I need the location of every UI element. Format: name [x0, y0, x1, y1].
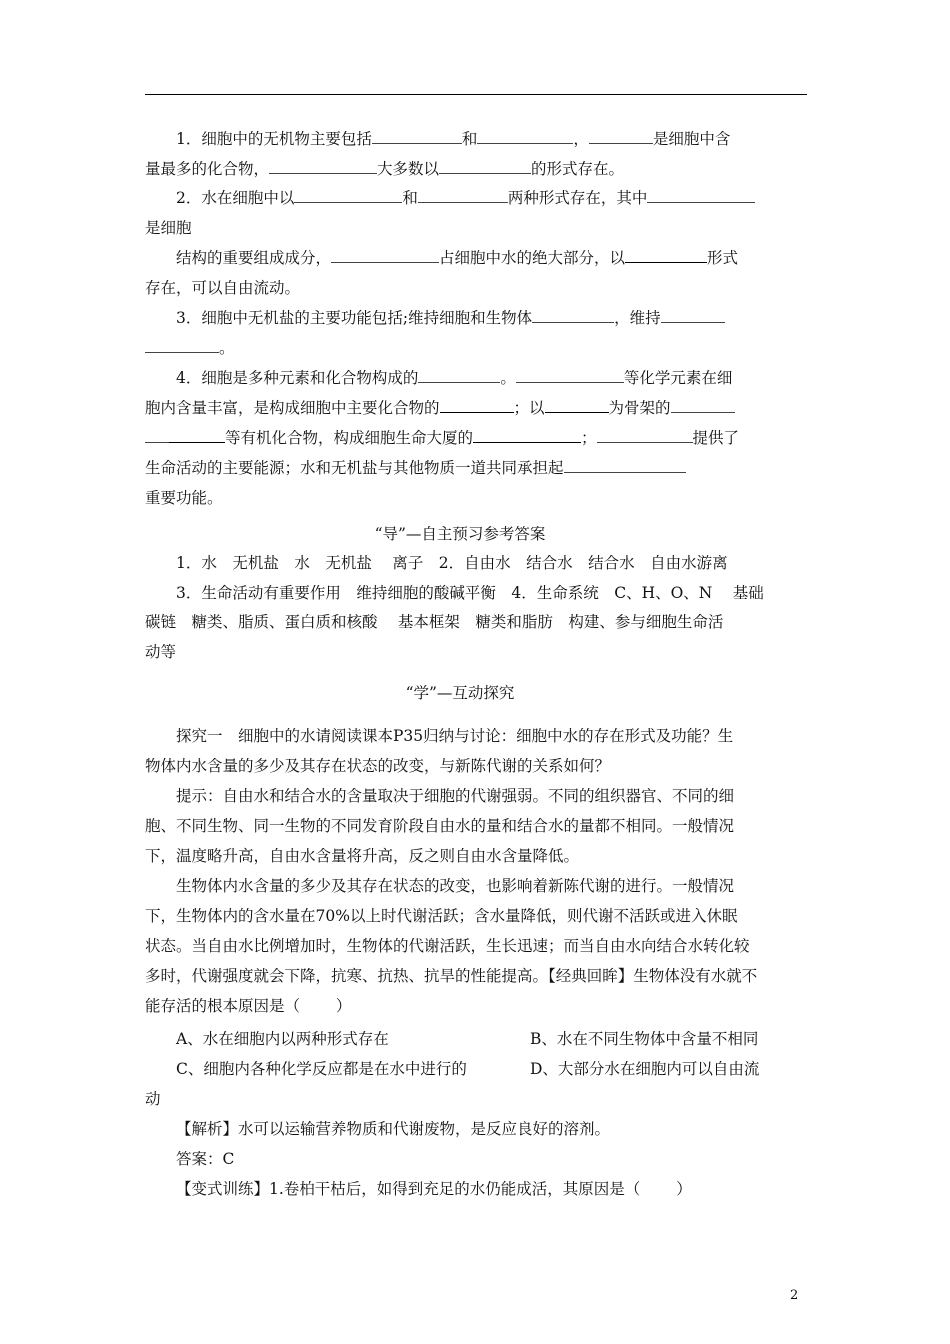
- blank: [532, 306, 614, 323]
- blank: [477, 127, 573, 144]
- answers-line4: 动等: [145, 643, 177, 661]
- blank: [625, 246, 707, 263]
- q4-line4: 生命活动的主要能源；水和无机盐与其他物质一道共同承担起: [145, 453, 775, 483]
- answers-line2: 3．生命活动有重要作用 维持细胞的酸碱平衡 4．生命系统 C、H、O、N 基础: [176, 584, 764, 602]
- option-b: B、水在不同生物体中含量不相同: [530, 1030, 759, 1048]
- q2-line2: 是细胞: [145, 219, 192, 237]
- blank: [372, 127, 462, 144]
- explore-title: “学”—互动探究: [405, 684, 515, 702]
- paragraph-line4: 多时，代谢强度就会下降，抗寒、抗热、抗旱的性能提高。【经典回眸】生物体没有水就不: [145, 967, 758, 985]
- q3-line2: 。: [145, 333, 775, 363]
- blank: [269, 157, 377, 174]
- answers-line3: 碳链 糖类、脂质、蛋白质和核酸 基本框架 糖类和脂肪 构建、参与细胞生命活: [145, 613, 724, 631]
- blank: [671, 396, 735, 413]
- paragraph-line1: 生物体内水含量的多少及其存在状态的改变，也影响着新陈代谢的进行。一般情况: [176, 877, 735, 895]
- explore-question-line2: 物体内水含量的多少及其存在状态的改变，与新陈代谢的关系如何？: [145, 757, 611, 775]
- q4-line2: 胞内含量丰富，是构成细胞中主要化合物的 ；以 为骨架的: [145, 393, 775, 423]
- option-d-continued: 动: [145, 1090, 161, 1108]
- q4-line1: 4．细胞是多种元素和化合物构成的 。 等化学元素在细: [145, 363, 806, 393]
- q4-line3: 等有机化合物，构成细胞生命大厦的 ； 提供了: [145, 423, 775, 453]
- blank: [473, 426, 581, 443]
- q2-line4: 存在，可以自由流动。: [145, 279, 301, 297]
- blank: [440, 396, 514, 413]
- page-number: 2: [790, 1288, 799, 1303]
- blank: [661, 306, 725, 323]
- blank: [145, 336, 219, 353]
- paragraph-line3: 状态。当自由水比例增加时，生物体的代谢活跃，生长迅速；而当自由水向结合水转化较: [145, 937, 750, 955]
- variant-training: 【变式训练】1.卷柏干枯后，如得到充足的水仍能成活，其原因是（ ）: [176, 1180, 692, 1198]
- blank: [418, 366, 500, 383]
- option-c: C、细胞内各种化学反应都是在水中进行的: [176, 1060, 467, 1078]
- paragraph-line2: 下，生物体内的含水量在70%以上时代谢活跃；含水量降低，则代谢不活跃或进入休眠: [145, 907, 738, 925]
- q2-line1: 2．水在细胞中以 和 两种形式存在，其中: [145, 183, 806, 213]
- blank: [418, 186, 508, 203]
- blank: [647, 186, 755, 203]
- answers-line1: 1．水 无机盐 水 无机盐 离子 2．自由水 结合水 结合水 自由水游离: [176, 554, 728, 572]
- blank: [564, 456, 686, 473]
- option-a: A、水在细胞内以两种形式存在: [176, 1030, 389, 1048]
- hint-line1: 提示：自由水和结合水的含量取决于细胞的代谢强弱。不同的组织器官、不同的细: [176, 787, 735, 805]
- q4-line5: 重要功能。: [145, 489, 223, 507]
- hint-line3: 下，温度略升高，自由水含量将升高，反之则自由水含量降低。: [145, 847, 580, 865]
- blank: [439, 157, 531, 174]
- blank: [589, 127, 653, 144]
- blank: [331, 246, 439, 263]
- blank: [294, 186, 402, 203]
- header-rule: [145, 94, 807, 95]
- blank: [545, 396, 609, 413]
- q1-line2: 量最多的化合物， 大多数以 的形式存在。: [145, 154, 775, 184]
- blank: [145, 426, 169, 443]
- analysis: 【解析】水可以运输营养物质和代谢废物，是反应良好的溶剂。: [176, 1120, 611, 1138]
- explore-question-line1: 探究一 细胞中的水请阅读课本P35归纳与讨论：细胞中水的存在形式及功能？生: [176, 727, 734, 745]
- hint-line2: 胞、不同生物、同一生物的不同发育阶段自由水的量和结合水的量都不相同。一般情况: [145, 817, 735, 835]
- blank: [169, 426, 225, 443]
- blank: [597, 426, 693, 443]
- q2-line3: 结构的重要组成成分， 占细胞中水的绝大部分，以 形式: [145, 243, 806, 273]
- paragraph-line5: 能存活的根本原因是（ ）: [145, 997, 352, 1015]
- option-d: D、大部分水在细胞内可以自由流: [530, 1060, 760, 1078]
- answer: 答案：C: [176, 1150, 235, 1168]
- q1-line1: 1．细胞中的无机物主要包括 和 ， 是细胞中含: [145, 124, 806, 154]
- answers-title: “导”—自主预习参考答案: [374, 525, 546, 543]
- blank: [516, 366, 624, 383]
- q3-line1: 3．细胞中无机盐的主要功能包括;维持细胞和生物体 ，维持: [145, 303, 806, 333]
